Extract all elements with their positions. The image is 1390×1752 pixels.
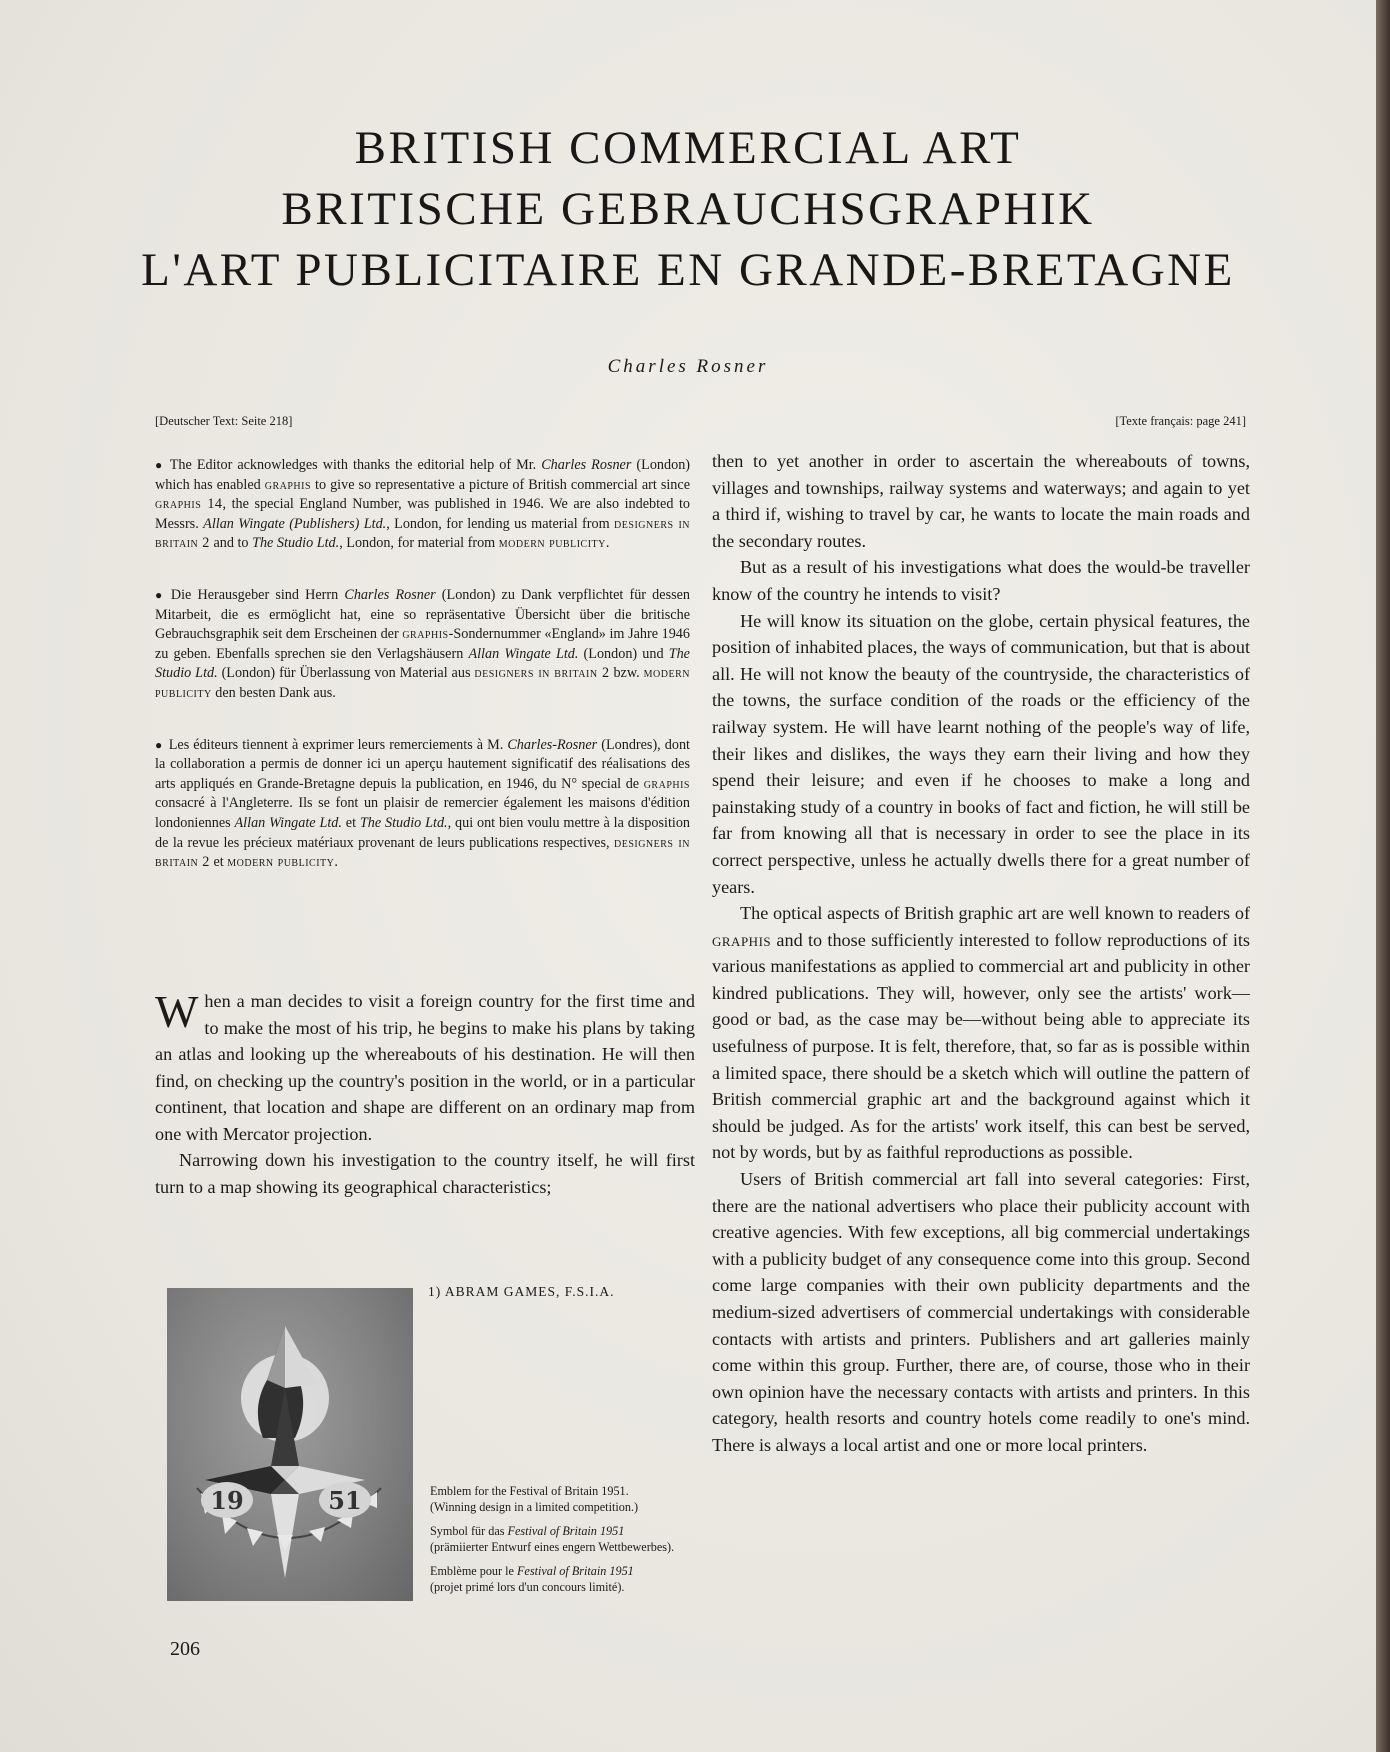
festival-of-britain-emblem	[167, 1288, 413, 1601]
article-column-left	[155, 988, 695, 1200]
editor-note-english: ● The Editor acknowledges with thanks the editorial help of Mr. Charles Rosner (London) which has enabled graphis to give so representative a picture of British commercial art since graphis 14, the special England Number, was published in 1946. We are also indebted to Messrs. Allan Wingate (Publishers) Ltd., London, for lending us material from designers in britain 2 and to The Studio Ltd., London, for material from modern publicity.	[155, 457, 691, 552]
editor-note-french: ● Les éditeurs tiennent à exprimer leurs remerciements à M. Charles-Rosner (Londres), dont la collaboration a permis de donner ici un aperçu hautement significatif des réalisations des arts appliqués en Grande-Bretagne depuis la publication, en 1946, du N° special de graphis consacré à l'Angleterre. Ils se font un plaisir de remercier également les maisons d'édition londoniennes Allan Wingate Ltd. et The Studio Ltd., qui ont bien voulu mettre à la disposition de la revue les précieux matériaux provenant de leurs publications respectives, designers in britain 2 et modern publicity.	[155, 736, 691, 871]
page-number: 206	[170, 1638, 200, 1660]
french-text-reference: [Texte français: page 241]	[1115, 414, 1246, 428]
article-paragraph: The optical aspects of British graphic art are well known to readers of graphis and to those sufficiently interested to follow reproductions of its various manifestations as applied to commercial art and publicity in other kindred publications. They will, however, only see the artists' work—good or bad, as the case may be—without being able to appreciate its usefulness of purpose. It is felt, therefore, that, so far as is possible within a limited space, there should be a sketch which will outline the pattern of British commercial graphic art and the background against which it should be judged. As for the artists' work itself, this can best be served, not by words, but by as faithful reproductions as possible.	[712, 903, 1250, 1163]
emblem-year-right: 51	[328, 1486, 362, 1515]
bullet-icon: ●	[155, 737, 163, 752]
bullet-icon: ●	[155, 458, 164, 472]
article-paragraph: But as a result of his investigations what does the would-be traveller know of the country he intends to visit?	[712, 557, 1250, 604]
german-text-reference: [Deutscher Text: Seite 218]	[155, 414, 293, 428]
emblem-year-left: 19	[210, 1486, 244, 1515]
article-paragraph: Narrowing down his investigation to the country itself, he will first turn to a map showing its geographical characteristics;	[155, 1150, 695, 1197]
article-paragraph: He will know its situation on the globe, certain physical features, the position of inhabited places, the ways of communication, but that is about all. He will not know the beauty of the countryside, the characteristics of the towns, the surface condition of the roads or the efficiency of the railway system. He will have learnt nothing of the people's way of life, their likes and dislikes, the ways they earn their living and how they spend their leisure; and even if he chooses to make a long and painstaking study of a country in books of fact and fiction, he will still be far from knowing all that is necessary in order to see the place in its correct perspective, unless he actually dwells there for a great number of years.	[712, 610, 1250, 897]
page-edge	[1376, 0, 1390, 1752]
festival-emblem-image	[167, 1288, 413, 1601]
title-french: L'ART PUBLICITAIRE EN GRANDE-BRETAGNE	[141, 244, 1235, 296]
figure-caption	[430, 1483, 700, 1603]
title-block	[0, 118, 1376, 301]
title-german: BRITISCHE GEBRAUCHSGRAPHIK	[281, 183, 1095, 235]
editor-note-german: ● Die Herausgeber sind Herrn Charles Rosner (London) zu Dank verpflichtet für dessen Mitarbeit, die es ermöglicht hat, eine so repräsentative Übersicht über die britische Gebrauchsgraphik seit dem Erscheinen der graphis-Sondernummer «England» im Jahre 1946 zu geben. Ebenfalls sprechen sie den Verlagshäusern Allan Wingate Ltd. (London) und The Studio Ltd. (London) für Überlassung von Material aus designers in britain 2 bzw. modern publicity den besten Dank aus.	[155, 586, 691, 701]
figure-title: 1) ABRAM GAMES, F.S.I.A.	[428, 1284, 615, 1299]
article-column-right	[712, 448, 1250, 1459]
article-paragraph: then to yet another in order to ascertain the whereabouts of towns, villages and townships, railway systems and waterways; and again to yet a third if, wishing to travel by car, he wants to locate the main roads and the secondary routes.	[712, 451, 1250, 551]
drop-cap: W	[155, 986, 199, 1037]
title-english: BRITISH COMMERCIAL ART	[354, 122, 1022, 174]
author-byline: Charles Rosner	[607, 356, 769, 377]
article-paragraph: Users of British commercial art fall into several categories: First, there are the national advertisers who place their publicity account with creative agencies. With few exceptions, all big commercial undertakings with a publicity budget of any consequence come into this group. Second come large companies with their own publicity departments and the medium-sized advertisers of commercial undertakings with considerable contacts with artists and printers. Publishers and art galleries mainly come within this group. Further, there are, of course, those who in their own opinion have the necessary contacts with artists and printers. In this category, health resorts and country hotels come readily to one's mind. There is always a local artist and one or more local printers.	[712, 1169, 1250, 1455]
caption-german: Symbol für das Festival of Britain 1951 (prämiierter Entwurf eines engern Wettbewerbes).	[430, 1524, 675, 1554]
caption-english: Emblem for the Festival of Britain 1951. (Winning design in a limited competition.)	[430, 1484, 639, 1514]
bullet-icon: ●	[155, 587, 165, 602]
caption-french: Emblème pour le Festival of Britain 1951 (projet primé lors d'un concours limité).	[430, 1564, 634, 1594]
article-paragraph: When a man decides to visit a foreign country for the first time and to make the most of his trip, he begins to make his plans by taking an atlas and looking up the whereabouts of his destination. He will then find, on checking up the country's position in the world, or in a particular continent, that location and shape are different on an ordinary map from one with Mercator projection.	[155, 986, 695, 1144]
editor-notes	[155, 456, 690, 905]
